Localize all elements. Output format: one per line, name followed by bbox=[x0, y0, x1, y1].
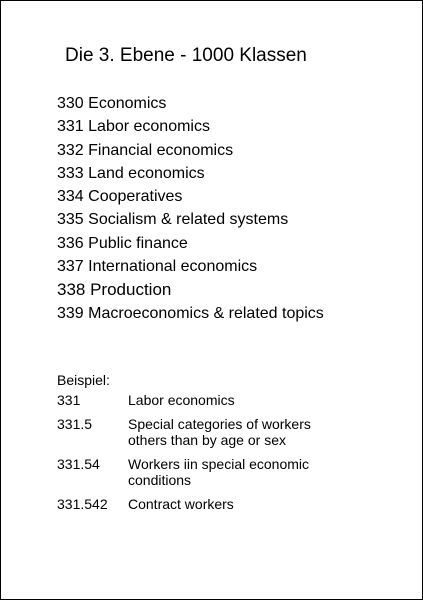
class-list bbox=[57, 94, 357, 327]
class-item-333: 333 Land economics bbox=[57, 164, 205, 182]
example-number: 331.54 bbox=[57, 456, 100, 472]
example-list bbox=[57, 392, 357, 520]
example-description: Labor economics bbox=[128, 392, 235, 408]
class-item-337: 337 International economics bbox=[57, 258, 258, 276]
class-item-338: 338 Production bbox=[57, 280, 172, 300]
page-title: Die 3. Ebene - 1000 Klassen bbox=[65, 45, 307, 66]
example-number: 331.5 bbox=[57, 416, 93, 432]
example-row bbox=[57, 456, 357, 488]
class-item-334: 334 Cooperatives bbox=[57, 188, 183, 206]
class-item-332: 332 Financial economics bbox=[57, 141, 234, 159]
example-heading: Beispiel: bbox=[57, 372, 110, 388]
example-row bbox=[57, 392, 357, 408]
class-item-335: 335 Socialism & related systems bbox=[57, 211, 289, 229]
example-row bbox=[57, 496, 357, 512]
example-row bbox=[57, 416, 357, 448]
example-description: Special categories of workers others than by age or sex bbox=[128, 416, 311, 448]
example-description: Contract workers bbox=[128, 496, 234, 512]
example-number: 331 bbox=[57, 392, 81, 408]
class-item-339: 339 Macroeconomics & related topics bbox=[57, 304, 324, 322]
class-item-330: 330 Economics bbox=[57, 95, 167, 112]
example-description: Workers iin special economic conditions bbox=[128, 456, 310, 488]
example-number: 331.542 bbox=[57, 496, 108, 512]
class-item-336: 336 Public finance bbox=[57, 234, 188, 252]
class-item-331: 331 Labor economics bbox=[57, 118, 210, 136]
